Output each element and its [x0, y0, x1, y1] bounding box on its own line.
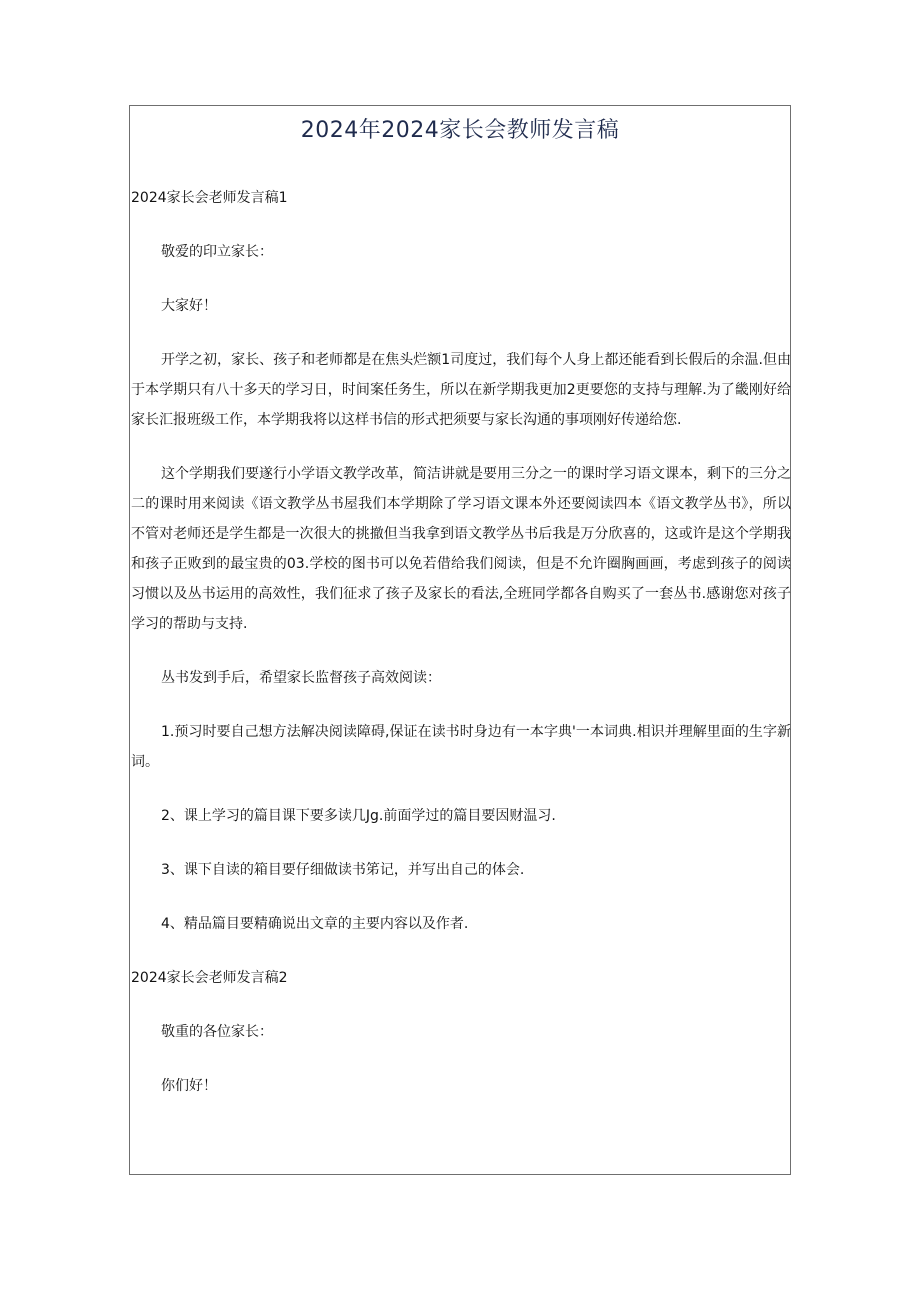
body-paragraph: 开学之初，家长、孩子和老师都是在焦头烂额1司度过，我们每个人身上都还能看到长假后的余温.但由于本学期只有八十多天的学习日，时间案任务生，所以在新学期我更加2更要您的支持与理解.为了畿刚好给家长汇报班级工作，本学期我将以这样书信的形式把须要与家长沟通的事项刚好传递给您.	[131, 352, 791, 428]
body-paragraph: 这个学期我们要遂行小学语文教学改革，简洁讲就是要用三分之一的课时学习语文课本，剩下的三分之二的课时用来阅读《语文教学丛书屋我们本学期除了学习语文课本外还要阅读四本《语文教学丛书》，所以不管对老师还是学生都是一次很大的挑撤但当我拿到语文教学丛书后我是万分欣喜的，这或许是这个学期我和孩子正败到的最宝贵的03.学校的图书可以免若借给我们阅读，但是不允许圈胸画画，考虑到孩子的阅读习惯以及丛书运用的高效性，我们征求了孩子及家长的看法,全班同学都各自购买了一套丛书.感谢您对孩子学习的帮助与支持.	[131, 466, 791, 632]
salutation: 敬爱的印立家长：	[161, 244, 273, 260]
body-paragraph: 丛书发到手后，希望家长监督孩子高效阅读：	[161, 670, 441, 686]
list-item: 3、课下自读的箱目要仔细做读书笫记，并写出自己的体会.	[161, 862, 525, 878]
salutation: 敬重的各位家长：	[161, 1024, 273, 1040]
list-item: 2、课上学习的篇目课下要多读几Jg.前面学过的篇目要因财温习.	[161, 808, 556, 824]
document-body	[131, 183, 791, 1125]
list-item: 1.预习时要自己想方法解决阅读障碍,保证在读书时身边有一本字典'一本词典.相识并理解里面的生字新词。	[131, 724, 791, 770]
section-heading-1: 2024家长会老师发言稿1	[131, 190, 288, 206]
document-title: 2024年2024家长会教师发言稿	[300, 118, 620, 143]
greeting: 大家好！	[161, 298, 217, 314]
section-heading-2: 2024家长会老师发言稿2	[131, 970, 288, 986]
list-item: 4、精品篇目要精确说出文章的主要内容以及作者.	[161, 916, 469, 932]
greeting: 你们好！	[161, 1078, 217, 1094]
